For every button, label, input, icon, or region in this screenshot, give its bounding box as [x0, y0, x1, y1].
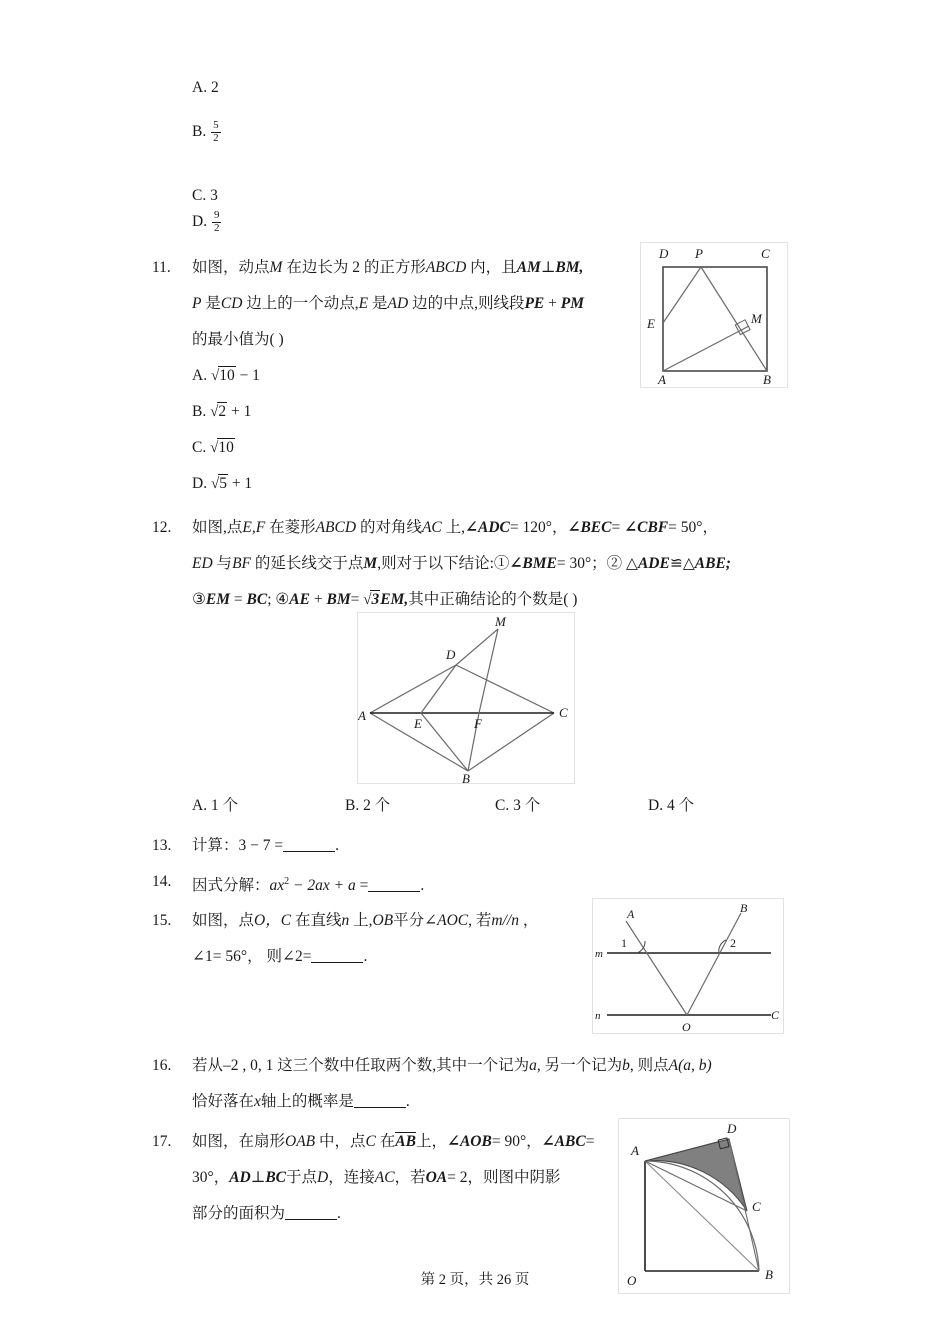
- q11-var-pe: PE: [524, 295, 545, 312]
- q17-var-c: C: [365, 1133, 376, 1150]
- option-value: 2 个: [363, 797, 391, 814]
- label-a: A: [358, 708, 366, 723]
- option-tail: + 1: [231, 475, 253, 492]
- option-d-q11[interactable]: [192, 466, 252, 502]
- segment-fm: [479, 629, 498, 713]
- option-a-label-q10: A.: [192, 79, 208, 96]
- option-a-value-q10: 2: [210, 79, 219, 96]
- label-b: B: [765, 1267, 773, 1282]
- fraction-five-halves: [211, 120, 221, 144]
- q17-text: 中，点: [319, 1133, 366, 1150]
- label-o: O: [682, 1020, 691, 1033]
- equals-symbol: =: [359, 877, 369, 895]
- radicand: 3: [371, 591, 380, 608]
- q12-var-m: M: [363, 555, 378, 572]
- q17-text: ，连接: [328, 1169, 375, 1186]
- q12-text: =: [233, 591, 243, 608]
- question-17-line-1: [192, 1124, 594, 1160]
- chord-ab: [645, 1161, 759, 1271]
- q12-var-ac: AC: [421, 519, 442, 536]
- q12-var-em: EM: [205, 591, 231, 608]
- plus-symbol: +: [313, 591, 323, 608]
- q12-text: = 30°；②: [556, 555, 623, 572]
- congruent-symbol: ≌: [669, 555, 683, 572]
- option-c-q12[interactable]: [495, 788, 540, 824]
- question-number-13: 13.: [152, 837, 172, 854]
- q11-text: 内，: [470, 259, 502, 276]
- question-11-line-3: 的最小值为( ): [192, 331, 284, 348]
- question-number-11: 11.: [152, 259, 171, 276]
- q15-text: 在直线: [294, 912, 342, 929]
- q11-var-p: P: [192, 295, 202, 312]
- option-d-q12[interactable]: [648, 788, 694, 824]
- q15-var-oc: O，C: [254, 912, 292, 929]
- q17-text: 上，: [415, 1133, 447, 1150]
- q16-var-x: x: [254, 1093, 261, 1110]
- q14-expr-rest: − 2ax + a: [293, 877, 356, 895]
- q12-text: 在菱形: [269, 519, 316, 536]
- sqrt-icon: √10: [210, 439, 234, 456]
- q12-var-bf: BF: [232, 555, 251, 572]
- q16-var-a: a: [529, 1057, 537, 1074]
- segment-eb: [421, 713, 468, 771]
- label-c: C: [559, 705, 568, 720]
- q14-period: .: [420, 877, 425, 895]
- figure-q12-svg: [358, 613, 574, 783]
- q11-text: 边上的一个动点,: [246, 295, 359, 312]
- q15-var-n: n: [341, 912, 350, 929]
- q16-text: 若从–2 , 0, 1 这三个数中任取两个数,其中一个记为: [192, 1057, 530, 1074]
- question-17-line-3: [192, 1196, 341, 1232]
- fraction-numerator: 5: [213, 119, 219, 132]
- label-b: B: [740, 901, 748, 915]
- question-17-line-2: [192, 1160, 561, 1196]
- q17-text: 30°，: [192, 1169, 230, 1186]
- option-d-q10[interactable]: [192, 204, 222, 240]
- question-12-line-1: [192, 510, 718, 546]
- figure-q15-svg: [593, 899, 783, 1033]
- fraction-numerator: 9: [213, 209, 220, 222]
- figure-q15-parallel-lines: [592, 898, 784, 1034]
- sqrt-icon: √5: [210, 475, 227, 492]
- question-number-15: 15.: [152, 912, 172, 929]
- label-c: C: [771, 1008, 780, 1022]
- radicand: 2: [218, 403, 227, 420]
- option-b-q11[interactable]: [192, 394, 251, 430]
- label-m: m: [595, 948, 603, 960]
- q12-text: ①: [493, 555, 510, 572]
- q11-text: 在边长为 2 的正方形: [286, 259, 426, 276]
- q17-var-bc: BC: [265, 1169, 287, 1186]
- angle-abc: ∠ABC: [541, 1133, 586, 1150]
- q12-var-abcd: ABCD: [315, 519, 357, 536]
- label-n: n: [595, 1010, 601, 1022]
- figure-q17-svg: [619, 1119, 789, 1293]
- option-value: 1 个: [210, 797, 239, 814]
- answer-blank-q16[interactable]: [354, 1093, 406, 1108]
- label-e: E: [414, 716, 422, 731]
- option-value: 3 个: [513, 797, 541, 814]
- option-c-label-q10: C.: [192, 187, 207, 204]
- option-label: A.: [192, 367, 208, 384]
- q17-text: 在: [379, 1133, 396, 1150]
- q15-parallel: m//n: [491, 912, 519, 929]
- segment-dm: [456, 629, 498, 665]
- option-a-q11[interactable]: [192, 358, 260, 394]
- q17-text: 部分的面积为: [192, 1205, 286, 1222]
- q17-var-ad: AD: [229, 1169, 251, 1186]
- angle-aob: ∠AOB: [446, 1133, 492, 1150]
- q12-text: 其中正确结论的个数是( ): [408, 591, 578, 608]
- label-o: O: [627, 1273, 637, 1288]
- answer-blank-q17[interactable]: [285, 1205, 337, 1220]
- question-15-line-2: [192, 939, 367, 975]
- q13-text: 计算：3 − 7 =: [192, 837, 284, 854]
- q15-text: ，: [522, 912, 539, 929]
- label-a: A: [631, 1143, 639, 1158]
- label-b: B: [462, 771, 470, 783]
- label-a: A: [627, 907, 635, 921]
- q17-text: 如图，在扇形: [192, 1133, 286, 1150]
- angle-label-1: 1: [621, 936, 627, 950]
- radicand: 10: [219, 367, 235, 384]
- option-d-label-q10: D.: [192, 213, 208, 230]
- question-13-text: [192, 828, 339, 864]
- label-m: M: [751, 311, 762, 326]
- q11-var-ad: AD: [387, 295, 409, 312]
- q16-var-b: b: [622, 1057, 630, 1074]
- q15-text: 上,: [353, 912, 373, 929]
- question-11-line-2: [192, 286, 584, 322]
- answer-blank-q14[interactable]: [368, 877, 420, 892]
- option-label: B.: [345, 797, 360, 814]
- option-label: C.: [495, 797, 510, 814]
- ray-ob: [687, 913, 741, 1015]
- angle-arc-1: [637, 941, 645, 953]
- answer-blank-q15[interactable]: [311, 948, 363, 963]
- sqrt-icon: √2: [210, 403, 227, 420]
- q17-var-ac: AC: [374, 1169, 395, 1186]
- label-b: B: [763, 372, 771, 387]
- q11-var-pm: PM: [560, 295, 585, 312]
- q12-var-bc: BC: [246, 591, 268, 608]
- figure-q11-square-abcd: [640, 242, 788, 388]
- q12-text: ，: [551, 519, 568, 536]
- q12-text: 的对角线: [359, 519, 422, 536]
- triangle-abe: △ABE;: [682, 555, 731, 572]
- q15-text: , 若: [468, 912, 492, 929]
- angle-cbf: ∠CBF: [624, 519, 669, 536]
- label-m: M: [495, 614, 506, 629]
- q16-text: 轴上的概率是: [260, 1093, 354, 1110]
- option-label: C.: [192, 439, 207, 456]
- option-label: A.: [192, 797, 208, 814]
- q11-text: 是: [205, 295, 221, 312]
- option-label: D.: [192, 475, 208, 492]
- q15-text: 如图，点: [192, 912, 255, 929]
- label-d: D: [727, 1121, 737, 1136]
- figure-q11-svg: [641, 243, 787, 387]
- option-a-q12[interactable]: [192, 788, 238, 824]
- q11-text: 且: [501, 259, 517, 276]
- q12-text: = 120°: [509, 519, 552, 536]
- angle-arc-2: [719, 940, 726, 953]
- angle-2: ∠2=: [281, 948, 312, 965]
- label-d: D: [446, 647, 456, 662]
- radicand: 5: [219, 475, 227, 492]
- q14-exponent: 2: [284, 876, 290, 887]
- fraction-denominator: 2: [213, 221, 220, 234]
- question-16-line-2: [192, 1084, 410, 1120]
- option-tail: − 1: [239, 367, 260, 384]
- segment-ep: [663, 267, 701, 323]
- q16-text: , 则点: [629, 1057, 669, 1074]
- angle-label-2: 2: [730, 936, 736, 950]
- perp-symbol: ⊥: [540, 259, 556, 276]
- angle-adc: ∠ADC: [465, 519, 510, 536]
- q17-text: =: [585, 1133, 595, 1150]
- q17-period: .: [337, 1205, 341, 1222]
- q12-text: 的延长线交于点: [254, 555, 364, 572]
- question-number-14: 14.: [152, 873, 172, 890]
- q12-text: =: [350, 591, 360, 608]
- label-f: F: [474, 716, 482, 731]
- q12-text: =: [611, 519, 621, 536]
- option-b-q10[interactable]: [192, 114, 222, 150]
- q14-expr-ax: ax: [269, 877, 285, 895]
- option-b-q12[interactable]: [345, 788, 390, 824]
- q17-text: 于点: [286, 1169, 318, 1186]
- q12-text: ,则对于以下结论:: [377, 555, 494, 572]
- q11-text: 如图，动点: [192, 259, 270, 276]
- q11-var-cd: CD: [220, 295, 243, 312]
- q12-var-ef: E,F: [242, 519, 266, 536]
- q11-text: 边的中点,则线段: [412, 295, 525, 312]
- q11-var-abcd: ABCD: [425, 259, 467, 276]
- question-11-line-1: [192, 250, 583, 286]
- q15-period: .: [363, 948, 368, 965]
- option-b-label-q10: B.: [192, 123, 207, 140]
- triangle-ade: △ADE: [626, 555, 670, 572]
- question-number-12: 12.: [152, 519, 172, 536]
- ray-oa: [626, 921, 687, 1015]
- question-16-line-1: [192, 1048, 712, 1084]
- angle-aoc: ∠AOC: [424, 912, 469, 929]
- figure-q12-rhombus-abcd: [357, 612, 575, 784]
- option-c-q11[interactable]: [192, 430, 235, 466]
- question-14-text: [192, 864, 424, 904]
- segment-de: [421, 665, 456, 713]
- q12-var-ae: AE: [289, 591, 310, 608]
- answer-blank-q13[interactable]: [283, 837, 335, 852]
- q12-var-bm: BM: [326, 591, 351, 608]
- q13-period: .: [335, 837, 339, 854]
- q12-text: 上,: [445, 519, 466, 536]
- question-number-16: 16.: [152, 1057, 172, 1074]
- page-footer: 第 2 页，共 26 页: [420, 1272, 530, 1288]
- question-12-line-2: [192, 546, 731, 582]
- q12-text: ③: [192, 591, 206, 608]
- q17-var-oab: OAB: [285, 1133, 316, 1150]
- side-dc: [456, 665, 554, 713]
- q17-text: = 90°，: [491, 1133, 542, 1150]
- q14-text: 因式分解：: [192, 877, 270, 895]
- option-label: B.: [192, 403, 207, 420]
- question-15-line-1: [192, 903, 538, 939]
- q15-var-ob: OB: [372, 912, 394, 929]
- q17-text: ，若: [394, 1169, 426, 1186]
- plus-symbol: +: [548, 295, 557, 312]
- q12-var-ed: ED: [192, 555, 213, 572]
- perp-symbol: ⊥: [250, 1169, 266, 1186]
- fraction-denominator: 2: [213, 131, 219, 144]
- q12-text: 如图,点: [192, 519, 243, 536]
- option-c-value-q10: 3: [210, 187, 218, 204]
- label-e: E: [647, 316, 655, 331]
- radicand: 10: [218, 439, 234, 456]
- segment-am: [663, 326, 749, 371]
- option-a-q10[interactable]: [192, 70, 219, 106]
- label-c: C: [752, 1199, 761, 1214]
- angle-1: ∠1: [192, 948, 213, 965]
- q11-var-am: AM: [516, 259, 541, 276]
- label-a: A: [658, 372, 666, 387]
- sqrt-icon: √10: [210, 367, 235, 384]
- sqrt-icon: √3: [363, 591, 380, 608]
- q11-text: 是: [372, 295, 388, 312]
- q15-text: 平分: [393, 912, 425, 929]
- label-d: D: [659, 246, 669, 261]
- q16-period: .: [405, 1093, 410, 1110]
- arc-ab: AB: [395, 1133, 416, 1150]
- fraction-nine-halves: [212, 210, 222, 234]
- q16-text: 恰好落在: [192, 1093, 255, 1110]
- q17-var-d: D: [317, 1169, 329, 1186]
- q16-text: , 另一个记为: [536, 1057, 623, 1074]
- q11-var-m: M: [269, 259, 283, 276]
- q16-point-a: A(a, b): [668, 1057, 712, 1074]
- q12-text: ; ④: [267, 591, 290, 608]
- q15-text: = 56°， 则: [212, 948, 282, 965]
- question-number-17: 17.: [152, 1133, 172, 1150]
- q12-text: = 50°，: [668, 519, 718, 536]
- label-c: C: [761, 246, 770, 261]
- q11-var-e: E: [358, 295, 369, 312]
- q17-text: = 2，则图中阴影: [447, 1169, 561, 1186]
- side-ad: [370, 665, 456, 713]
- q12-text: 与: [216, 555, 233, 572]
- angle-bme: ∠BME: [509, 555, 557, 572]
- option-tail: + 1: [230, 403, 252, 420]
- option-value: 4 个: [666, 797, 695, 814]
- label-p: P: [695, 246, 703, 261]
- q12-var-em2: EM,: [380, 591, 409, 608]
- q11-var-bm: BM,: [555, 259, 584, 276]
- q17-var-oa: OA: [425, 1169, 448, 1186]
- angle-bec: ∠BEC: [567, 519, 612, 536]
- option-label: D.: [648, 797, 664, 814]
